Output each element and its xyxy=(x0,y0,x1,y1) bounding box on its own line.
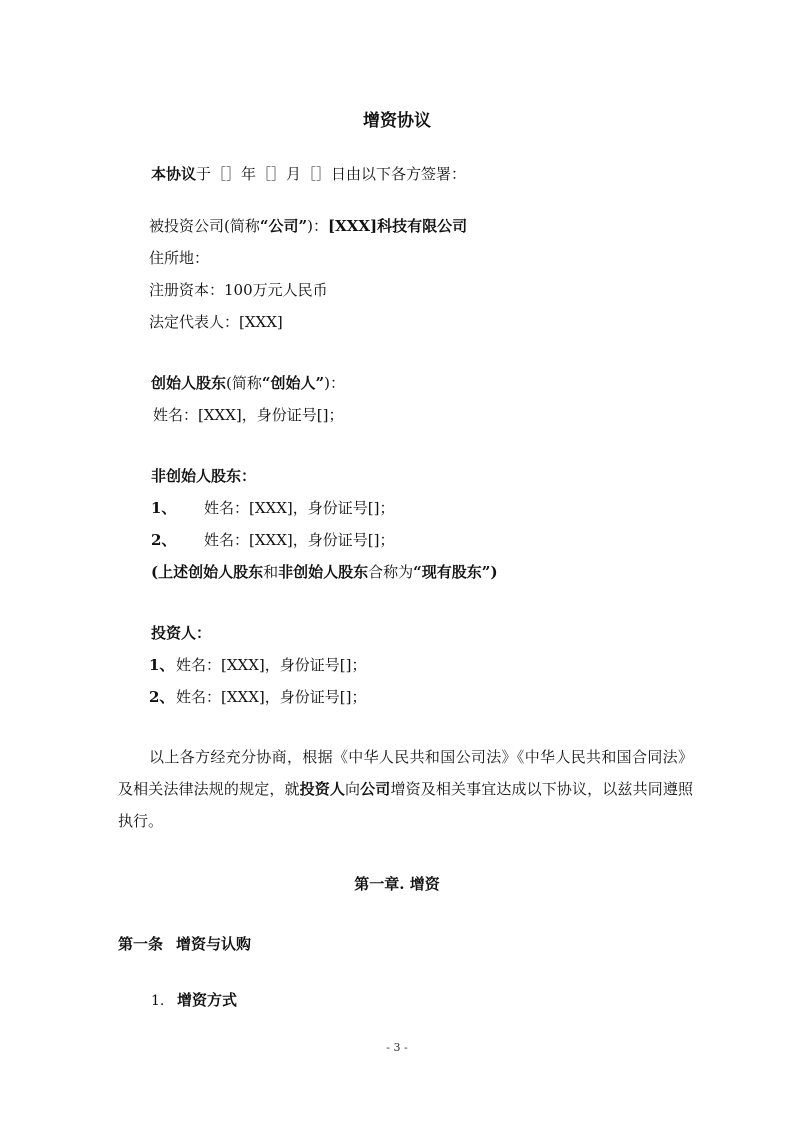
intro-line xyxy=(151,164,466,184)
founder-heading-bold: 创始人股东 xyxy=(151,374,227,392)
company-prefix: 被投资公司(简称 xyxy=(149,217,260,235)
non-founder-item-num: 2、 xyxy=(151,531,177,549)
preamble-text: 向 xyxy=(345,780,361,798)
non-founder-item xyxy=(151,498,394,518)
investor-item xyxy=(149,687,366,707)
company-address: 住所地： xyxy=(149,249,210,267)
investor-item xyxy=(149,655,366,675)
page-number: - 3 - xyxy=(386,1041,408,1054)
non-founder-item xyxy=(151,530,394,550)
intro-rest: 于［］年［］月［］日由以下各方签署： xyxy=(196,165,467,183)
investor-item-text: 姓名：[XXX]，身份证号[]； xyxy=(176,688,367,706)
note-bold: 创始人股东 xyxy=(188,563,264,581)
preamble-text: 以上各方经充分协商，根据《中华人民共和国公司法》《中华人民共和国合同法》及相关法律法规的规定，就 xyxy=(118,748,693,798)
preamble-bold: 投资人 xyxy=(299,780,346,798)
preamble-paragraph xyxy=(118,741,693,837)
non-founder-item-num: 1、 xyxy=(151,499,177,517)
note-part: (上述 xyxy=(151,563,189,581)
founder-heading xyxy=(151,373,345,393)
note-part: ) xyxy=(490,563,498,581)
company-mid: )： xyxy=(307,217,328,235)
investors-heading: 投资人： xyxy=(151,624,212,642)
investor-item-num: 2、 xyxy=(149,688,175,706)
founder-heading-quoted: “创始人” xyxy=(261,374,325,392)
chapter-heading: 第一章. 增资 xyxy=(354,875,440,893)
investor-item-num: 1、 xyxy=(149,656,175,674)
non-founder-heading: 非创始人股东： xyxy=(151,467,257,485)
intro-bold: 本协议 xyxy=(151,165,197,183)
founder-heading-mid: (简称 xyxy=(226,374,262,392)
note-part: 合称为 xyxy=(368,563,414,581)
company-line xyxy=(149,216,467,236)
section-heading xyxy=(151,990,237,1011)
preamble-bold: 公司 xyxy=(360,780,391,798)
article-label: 第一条 xyxy=(118,935,164,953)
section-num: 1. xyxy=(151,993,165,1009)
note-bold: 非创始人股东 xyxy=(278,563,369,581)
company-capital: 注册资本：100万元人民币 xyxy=(149,281,328,299)
document-title: 增资协议 xyxy=(363,111,431,131)
company-quoted: “公司” xyxy=(259,217,308,235)
non-founder-item-text: 姓名：[XXX]，身份证号[]； xyxy=(204,531,395,549)
shareholder-note xyxy=(151,562,498,582)
note-bold: “现有股东” xyxy=(413,563,491,581)
company-legal-rep: 法定代表人：[XXX] xyxy=(149,313,283,331)
article-title: 增资与认购 xyxy=(176,935,252,953)
preamble-text: 增资及相关事宜达成以下协议，以兹共同遵照执行。 xyxy=(118,780,693,830)
founder-entry: 姓名：[XXX]，身份证号[]； xyxy=(153,406,344,424)
investor-item-text: 姓名：[XXX]，身份证号[]； xyxy=(176,656,367,674)
note-part: 和 xyxy=(263,563,279,581)
founder-heading-end: )： xyxy=(324,374,345,392)
section-title: 增资方式 xyxy=(177,991,238,1009)
non-founder-item-text: 姓名：[XXX]，身份证号[]； xyxy=(204,499,395,517)
article-heading xyxy=(118,934,251,954)
company-name: [XXX]科技有限公司 xyxy=(327,217,468,235)
